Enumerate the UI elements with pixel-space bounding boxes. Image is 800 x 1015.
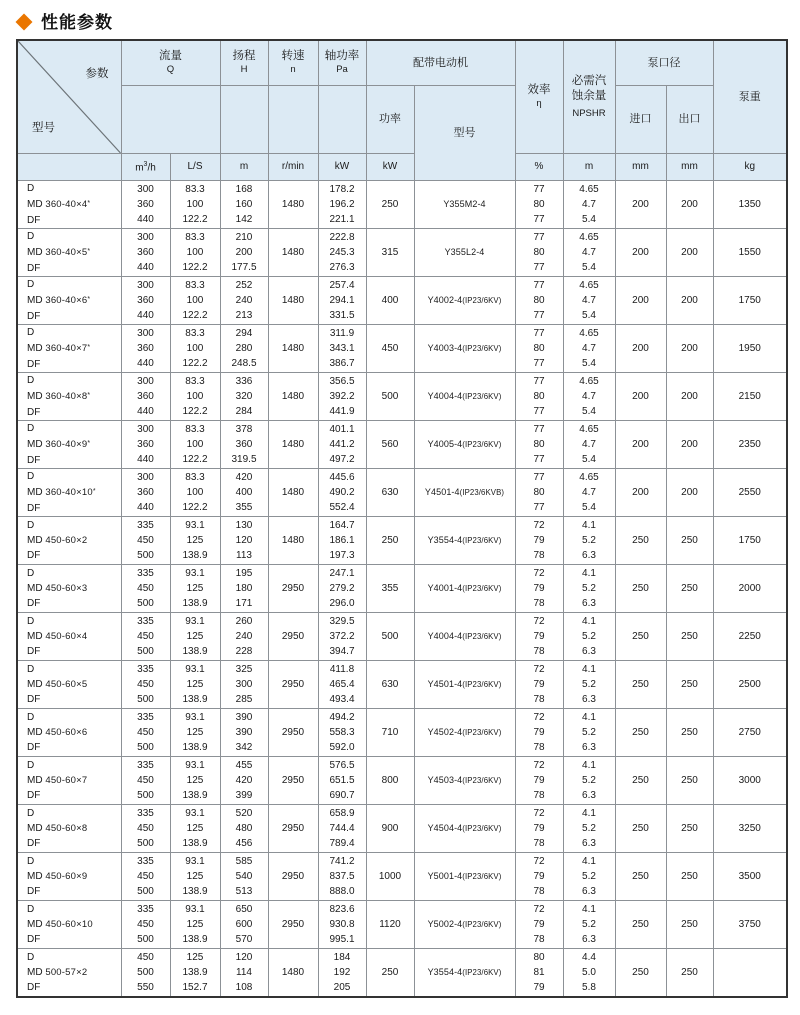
header-speed-spacer	[268, 86, 318, 154]
cell-pump-model: D MD 450-60×7 DF	[17, 757, 121, 805]
cell-speed: 1480	[268, 325, 318, 373]
cell-npshr: 4.1 5.2 6.3	[563, 757, 615, 805]
cell-motor-power: 315	[366, 229, 414, 277]
cell-shaft-power: 178.2 196.2 221.1	[318, 181, 366, 229]
cell-motor-power: 355	[366, 565, 414, 613]
cell-motor-model: Y355M2-4	[414, 181, 515, 229]
cell-head: 252 240 213	[220, 277, 268, 325]
cell-pump-weight: 2150	[713, 373, 787, 421]
cell-flow-m3h: 335 450 500	[121, 517, 170, 565]
unit-flow-ls: L/S	[170, 154, 220, 181]
unit-model	[17, 154, 121, 181]
header-motor-power: 功率	[366, 86, 414, 154]
cell-efficiency: 72 79 78	[515, 901, 563, 949]
header-shaft-power-symbol: Pa	[336, 64, 348, 76]
header-flow	[121, 40, 220, 86]
cell-inlet-bore: 250	[615, 853, 666, 901]
header-efficiency-cn: 效率	[527, 83, 551, 96]
cell-speed: 2950	[268, 757, 318, 805]
cell-pump-weight: 2500	[713, 661, 787, 709]
cell-efficiency: 77 80 77	[515, 325, 563, 373]
header-speed-symbol: n	[290, 64, 296, 76]
cell-head: 390 390 342	[220, 709, 268, 757]
cell-shaft-power: 164.7 186.1 197.3	[318, 517, 366, 565]
cell-flow-m3h: 335 450 500	[121, 757, 170, 805]
cell-pump-weight: 2000	[713, 565, 787, 613]
header-outlet: 出口	[666, 86, 713, 154]
cell-shaft-power: 411.8 465.4 493.4	[318, 661, 366, 709]
cell-pump-model: D MD 360-40×10* DF	[17, 469, 121, 517]
cell-motor-power: 250	[366, 949, 414, 998]
cell-pump-model: D MD 450-60×2 DF	[17, 517, 121, 565]
table-body	[17, 181, 787, 998]
cell-outlet-bore: 200	[666, 373, 713, 421]
corner-parameter-label: 参数	[85, 68, 109, 80]
cell-motor-model: Y4501-4(IP23/6KV)	[414, 661, 515, 709]
table-row	[17, 661, 787, 709]
cell-flow-m3h: 335 450 500	[121, 613, 170, 661]
header-flow-symbol: Q	[166, 64, 175, 76]
cell-motor-power: 900	[366, 805, 414, 853]
cell-npshr: 4.65 4.7 5.4	[563, 373, 615, 421]
cell-pump-weight: 3000	[713, 757, 787, 805]
cell-motor-model: Y4501-4(IP23/6KVB)	[414, 469, 515, 517]
cell-flow-m3h: 335 450 500	[121, 901, 170, 949]
cell-speed: 2950	[268, 613, 318, 661]
cell-outlet-bore: 250	[666, 661, 713, 709]
cell-motor-power: 630	[366, 661, 414, 709]
cell-flow-ls: 93.1 125 138.9	[170, 709, 220, 757]
cell-efficiency: 77 80 77	[515, 373, 563, 421]
cell-shaft-power: 576.5 651.5 690.7	[318, 757, 366, 805]
cell-speed: 2950	[268, 661, 318, 709]
performance-parameters-table	[16, 39, 788, 998]
cell-shaft-power: 184 192 205	[318, 949, 366, 998]
cell-head: 420 400 355	[220, 469, 268, 517]
cell-outlet-bore: 200	[666, 325, 713, 373]
cell-flow-m3h: 300 360 440	[121, 325, 170, 373]
cell-motor-model: Y4005-4(IP23/6KV)	[414, 421, 515, 469]
cell-head: 168 160 142	[220, 181, 268, 229]
header-motor-group: 配带电动机	[366, 40, 515, 86]
cell-efficiency: 77 80 77	[515, 229, 563, 277]
cell-efficiency: 72 79 78	[515, 661, 563, 709]
cell-shaft-power: 247.1 279.2 296.0	[318, 565, 366, 613]
cell-inlet-bore: 250	[615, 901, 666, 949]
cell-speed: 2950	[268, 853, 318, 901]
table-header	[17, 40, 787, 181]
cell-pump-weight: 2350	[713, 421, 787, 469]
cell-outlet-bore: 250	[666, 517, 713, 565]
cell-flow-m3h: 335 450 500	[121, 853, 170, 901]
cell-speed: 1480	[268, 229, 318, 277]
header-weight: 泵重	[713, 40, 787, 154]
cell-motor-power: 1120	[366, 901, 414, 949]
cell-flow-m3h: 450 500 550	[121, 949, 170, 998]
cell-pump-model: D MD 450-60×8 DF	[17, 805, 121, 853]
cell-inlet-bore: 250	[615, 565, 666, 613]
header-inlet: 进口	[615, 86, 666, 154]
header-flow-spacer	[121, 86, 220, 154]
cell-shaft-power: 494.2 558.3 592.0	[318, 709, 366, 757]
table-row	[17, 373, 787, 421]
cell-outlet-bore: 250	[666, 901, 713, 949]
cell-efficiency: 72 79 78	[515, 613, 563, 661]
cell-flow-m3h: 335 450 500	[121, 565, 170, 613]
unit-inlet: mm	[615, 154, 666, 181]
cell-npshr: 4.65 4.7 5.4	[563, 325, 615, 373]
table-row	[17, 277, 787, 325]
cell-inlet-bore: 200	[615, 373, 666, 421]
header-head	[220, 40, 268, 86]
cell-inlet-bore: 250	[615, 805, 666, 853]
corner-cell	[17, 40, 121, 154]
cell-pump-model: D MD 360-40×6* DF	[17, 277, 121, 325]
cell-speed: 1480	[268, 181, 318, 229]
cell-pump-model: D MD 450-60×3 DF	[17, 565, 121, 613]
cell-inlet-bore: 250	[615, 661, 666, 709]
unit-head: m	[220, 154, 268, 181]
table-row	[17, 901, 787, 949]
cell-pump-weight: 3250	[713, 805, 787, 853]
cell-flow-m3h: 300 360 440	[121, 229, 170, 277]
cell-head: 585 540 513	[220, 853, 268, 901]
cell-speed: 2950	[268, 565, 318, 613]
cell-outlet-bore: 250	[666, 565, 713, 613]
cell-head: 336 320 284	[220, 373, 268, 421]
cell-speed: 1480	[268, 517, 318, 565]
cell-efficiency: 80 81 79	[515, 949, 563, 998]
table-row	[17, 757, 787, 805]
table-row	[17, 421, 787, 469]
cell-inlet-bore: 200	[615, 229, 666, 277]
cell-head: 195 180 171	[220, 565, 268, 613]
cell-flow-ls: 83.3 100 122.2	[170, 469, 220, 517]
cell-motor-power: 400	[366, 277, 414, 325]
cell-speed: 1480	[268, 373, 318, 421]
unit-speed: r/min	[268, 154, 318, 181]
cell-motor-model: Y3554-4(IP23/6KV)	[414, 949, 515, 998]
cell-head: 325 300 285	[220, 661, 268, 709]
cell-inlet-bore: 250	[615, 949, 666, 998]
cell-pump-weight: 3500	[713, 853, 787, 901]
cell-npshr: 4.65 4.7 5.4	[563, 421, 615, 469]
cell-motor-model: Y4503-4(IP23/6KV)	[414, 757, 515, 805]
cell-pump-model: D MD 450-60×9 DF	[17, 853, 121, 901]
cell-npshr: 4.1 5.2 6.3	[563, 901, 615, 949]
cell-pump-model: D MD 500-57×2 DF	[17, 949, 121, 998]
cell-motor-power: 710	[366, 709, 414, 757]
header-row-1	[17, 40, 787, 86]
cell-outlet-bore: 200	[666, 469, 713, 517]
cell-outlet-bore: 250	[666, 949, 713, 998]
cell-flow-ls: 125 138.9 152.7	[170, 949, 220, 998]
cell-shaft-power: 329.5 372.2 394.7	[318, 613, 366, 661]
cell-npshr: 4.65 4.7 5.4	[563, 229, 615, 277]
header-npshr-symbol: NPSHR	[572, 107, 606, 119]
cell-outlet-bore: 200	[666, 181, 713, 229]
cell-pump-weight: 1750	[713, 277, 787, 325]
header-shaft-power	[318, 40, 366, 86]
cell-motor-model: Y3554-4(IP23/6KV)	[414, 517, 515, 565]
unit-weight: kg	[713, 154, 787, 181]
cell-pump-weight: 1950	[713, 325, 787, 373]
header-efficiency-symbol: η	[536, 98, 542, 110]
cell-flow-m3h: 335 450 500	[121, 661, 170, 709]
cell-outlet-bore: 200	[666, 277, 713, 325]
cell-npshr: 4.1 5.2 6.3	[563, 709, 615, 757]
diamond-bullet-icon	[16, 14, 33, 31]
cell-npshr: 4.4 5.0 5.8	[563, 949, 615, 998]
header-speed	[268, 40, 318, 86]
cell-head: 210 200 177.5	[220, 229, 268, 277]
cell-motor-power: 800	[366, 757, 414, 805]
table-row	[17, 229, 787, 277]
header-efficiency	[515, 40, 563, 154]
cell-outlet-bore: 250	[666, 613, 713, 661]
cell-pump-model: D MD 450-60×5 DF	[17, 661, 121, 709]
unit-efficiency: %	[515, 154, 563, 181]
cell-speed: 2950	[268, 709, 318, 757]
cell-flow-m3h: 300 360 440	[121, 181, 170, 229]
cell-flow-ls: 93.1 125 138.9	[170, 853, 220, 901]
cell-pump-model: D MD 360-40×7* DF	[17, 325, 121, 373]
cell-flow-m3h: 335 450 500	[121, 805, 170, 853]
cell-npshr: 4.65 4.7 5.4	[563, 277, 615, 325]
cell-efficiency: 77 80 77	[515, 469, 563, 517]
unit-motor-power: kW	[366, 154, 414, 181]
cell-outlet-bore: 250	[666, 709, 713, 757]
cell-efficiency: 77 80 77	[515, 421, 563, 469]
cell-motor-power: 560	[366, 421, 414, 469]
table-row	[17, 565, 787, 613]
cell-head: 294 280 248.5	[220, 325, 268, 373]
cell-npshr: 4.1 5.2 6.3	[563, 517, 615, 565]
cell-efficiency: 77 80 77	[515, 181, 563, 229]
table-row	[17, 517, 787, 565]
cell-flow-ls: 83.3 100 122.2	[170, 421, 220, 469]
cell-npshr: 4.65 4.7 5.4	[563, 181, 615, 229]
cell-outlet-bore: 200	[666, 421, 713, 469]
cell-pump-model: D MD 360-40×9* DF	[17, 421, 121, 469]
cell-motor-power: 450	[366, 325, 414, 373]
cell-pump-weight: 1550	[713, 229, 787, 277]
cell-npshr: 4.1 5.2 6.3	[563, 613, 615, 661]
unit-shaft-power: kW	[318, 154, 366, 181]
cell-head: 260 240 228	[220, 613, 268, 661]
cell-head: 378 360 319.5	[220, 421, 268, 469]
header-shaft-power-spacer	[318, 86, 366, 154]
cell-shaft-power: 356.5 392.2 441.9	[318, 373, 366, 421]
header-head-cn: 扬程	[232, 49, 256, 62]
cell-shaft-power: 257.4 294.1 331.5	[318, 277, 366, 325]
cell-head: 520 480 456	[220, 805, 268, 853]
cell-motor-model: Y355L2-4	[414, 229, 515, 277]
cell-pump-model: D MD 360-40×5* DF	[17, 229, 121, 277]
cell-npshr: 4.1 5.2 6.3	[563, 853, 615, 901]
cell-inlet-bore: 250	[615, 517, 666, 565]
cell-inlet-bore: 200	[615, 469, 666, 517]
cell-efficiency: 72 79 78	[515, 709, 563, 757]
cell-efficiency: 72 79 78	[515, 805, 563, 853]
cell-motor-model: Y4004-4(IP23/6KV)	[414, 613, 515, 661]
cell-pump-model: D MD 450-60×10 DF	[17, 901, 121, 949]
cell-inlet-bore: 250	[615, 709, 666, 757]
table-row	[17, 709, 787, 757]
unit-flow-m3h: $m^3/h$	[121, 154, 170, 181]
cell-inlet-bore: 250	[615, 757, 666, 805]
cell-pump-weight	[713, 949, 787, 998]
cell-motor-model: Y4001-4(IP23/6KV)	[414, 565, 515, 613]
table-row	[17, 325, 787, 373]
cell-motor-power: 500	[366, 613, 414, 661]
cell-inlet-bore: 200	[615, 325, 666, 373]
cell-motor-model: Y5001-4(IP23/6KV)	[414, 853, 515, 901]
unit-npshr: m	[563, 154, 615, 181]
cell-pump-weight: 2250	[713, 613, 787, 661]
cell-efficiency: 72 79 78	[515, 517, 563, 565]
page-title: 性能参数	[41, 12, 113, 32]
cell-flow-m3h: 300 360 440	[121, 277, 170, 325]
header-npshr-cn-line2: 蚀余量	[571, 90, 607, 103]
cell-motor-model: Y4004-4(IP23/6KV)	[414, 373, 515, 421]
cell-flow-ls: 93.1 125 138.9	[170, 565, 220, 613]
cell-inlet-bore: 200	[615, 421, 666, 469]
header-speed-cn: 转速	[281, 49, 305, 62]
cell-motor-power: 250	[366, 517, 414, 565]
cell-flow-ls: 83.3 100 122.2	[170, 325, 220, 373]
cell-shaft-power: 445.6 490.2 552.4	[318, 469, 366, 517]
header-bore-group: 泵口径	[615, 40, 713, 86]
cell-flow-ls: 83.3 100 122.2	[170, 373, 220, 421]
cell-inlet-bore: 250	[615, 613, 666, 661]
cell-outlet-bore: 250	[666, 757, 713, 805]
cell-pump-weight: 2750	[713, 709, 787, 757]
cell-shaft-power: 823.6 930.8 995.1	[318, 901, 366, 949]
cell-speed: 1480	[268, 277, 318, 325]
cell-flow-ls: 83.3 100 122.2	[170, 277, 220, 325]
cell-speed: 2950	[268, 901, 318, 949]
header-head-symbol: H	[240, 64, 248, 76]
cell-pump-model: D MD 450-60×6 DF	[17, 709, 121, 757]
cell-npshr: 4.1 5.2 6.3	[563, 565, 615, 613]
header-npshr	[563, 40, 615, 154]
header-motor-model: 型号	[414, 86, 515, 181]
table-row	[17, 949, 787, 998]
cell-pump-weight: 1350	[713, 181, 787, 229]
spec-table-container	[0, 34, 800, 998]
cell-npshr: 4.1 5.2 6.3	[563, 805, 615, 853]
cell-motor-model: Y4504-4(IP23/6KV)	[414, 805, 515, 853]
cell-efficiency: 72 79 78	[515, 757, 563, 805]
cell-outlet-bore: 250	[666, 853, 713, 901]
cell-flow-m3h: 300 360 440	[121, 421, 170, 469]
cell-pump-model: D MD 360-40×4* DF	[17, 181, 121, 229]
cell-efficiency: 72 79 78	[515, 565, 563, 613]
page-title-bar	[0, 0, 800, 34]
cell-efficiency: 72 79 78	[515, 853, 563, 901]
cell-flow-ls: 83.3 100 122.2	[170, 229, 220, 277]
cell-flow-ls: 93.1 125 138.9	[170, 661, 220, 709]
header-npshr-cn-line1: 必需汽	[571, 74, 607, 87]
table-row	[17, 613, 787, 661]
cell-pump-model: D MD 450-60×4 DF	[17, 613, 121, 661]
cell-speed: 1480	[268, 949, 318, 998]
cell-inlet-bore: 200	[615, 181, 666, 229]
cell-motor-power: 500	[366, 373, 414, 421]
cell-inlet-bore: 200	[615, 277, 666, 325]
cell-efficiency: 77 80 77	[515, 277, 563, 325]
cell-motor-model: Y4003-4(IP23/6KV)	[414, 325, 515, 373]
header-row-2	[17, 86, 787, 154]
cell-flow-ls: 93.1 125 138.9	[170, 613, 220, 661]
header-flow-cn: 流量	[159, 49, 182, 62]
cell-flow-m3h: 300 360 440	[121, 373, 170, 421]
unit-outlet: mm	[666, 154, 713, 181]
cell-motor-power: 1000	[366, 853, 414, 901]
header-shaft-power-cn: 轴功率	[324, 49, 360, 62]
cell-shaft-power: 658.9 744.4 789.4	[318, 805, 366, 853]
cell-flow-ls: 93.1 125 138.9	[170, 757, 220, 805]
cell-head: 455 420 399	[220, 757, 268, 805]
table-row	[17, 853, 787, 901]
cell-flow-ls: 93.1 125 138.9	[170, 901, 220, 949]
cell-motor-power: 630	[366, 469, 414, 517]
cell-speed: 2950	[268, 805, 318, 853]
table-row	[17, 805, 787, 853]
cell-outlet-bore: 250	[666, 805, 713, 853]
cell-npshr: 4.65 4.7 5.4	[563, 469, 615, 517]
cell-motor-model: Y4502-4(IP23/6KV)	[414, 709, 515, 757]
corner-model-label: 型号	[32, 122, 55, 135]
cell-shaft-power: 311.9 343.1 386.7	[318, 325, 366, 373]
cell-pump-model: D MD 360-40×8* DF	[17, 373, 121, 421]
cell-motor-power: 250	[366, 181, 414, 229]
cell-flow-ls: 93.1 125 138.9	[170, 517, 220, 565]
cell-head: 120 114 108	[220, 949, 268, 998]
cell-motor-model: Y4002-4(IP23/6KV)	[414, 277, 515, 325]
cell-flow-ls: 93.1 125 138.9	[170, 805, 220, 853]
cell-pump-weight: 2550	[713, 469, 787, 517]
cell-flow-ls: 83.3 100 122.2	[170, 181, 220, 229]
cell-head: 130 120 113	[220, 517, 268, 565]
cell-flow-m3h: 300 360 440	[121, 469, 170, 517]
cell-pump-weight: 3750	[713, 901, 787, 949]
cell-shaft-power: 222.8 245.3 276.3	[318, 229, 366, 277]
cell-flow-m3h: 335 450 500	[121, 709, 170, 757]
cell-shaft-power: 401.1 441.2 497.2	[318, 421, 366, 469]
cell-motor-model: Y5002-4(IP23/6KV)	[414, 901, 515, 949]
header-units-row	[17, 154, 787, 181]
header-head-spacer	[220, 86, 268, 154]
cell-pump-weight: 1750	[713, 517, 787, 565]
cell-shaft-power: 741.2 837.5 888.0	[318, 853, 366, 901]
cell-npshr: 4.1 5.2 6.3	[563, 661, 615, 709]
cell-head: 650 600 570	[220, 901, 268, 949]
cell-speed: 1480	[268, 469, 318, 517]
cell-outlet-bore: 200	[666, 229, 713, 277]
table-row	[17, 469, 787, 517]
table-row	[17, 181, 787, 229]
cell-speed: 1480	[268, 421, 318, 469]
